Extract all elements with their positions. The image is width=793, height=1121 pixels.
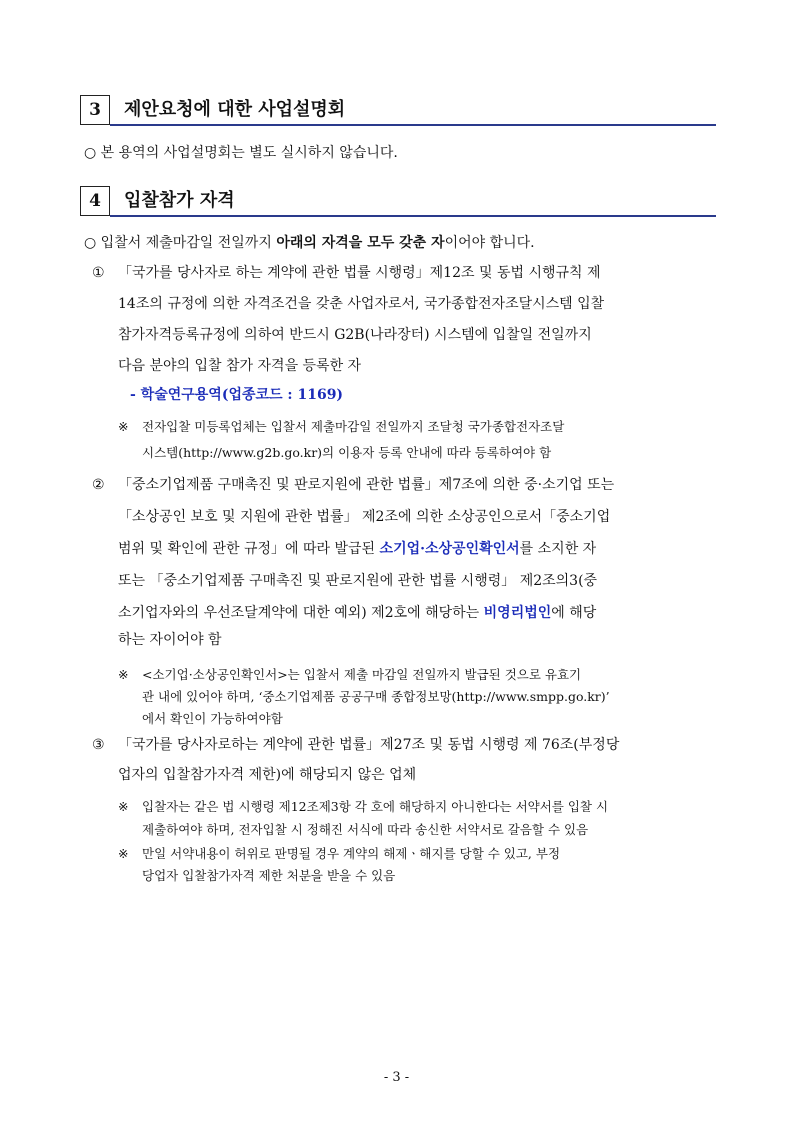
intro-emphasis: 아래의 자격을 모두 갖춘 자 [276, 235, 445, 251]
section-number-box: 3 [80, 95, 110, 125]
item2-note-line: <소기업·소상공인확인서>는 입찰서 제출 마감일 전일까지 발급된 것으로 유효기 [142, 667, 582, 682]
section-rule [110, 124, 716, 126]
item2-highlight: 비영리법인 [483, 605, 552, 621]
section-title: 입찰참가 자격 [124, 190, 235, 211]
item2-text: 를 소지한 자 [519, 541, 597, 557]
section4-intro [84, 233, 535, 253]
item2-highlight: 소기업·소상공인확인서 [379, 541, 520, 557]
note-marker: ※ [118, 419, 129, 434]
section-rule [110, 215, 716, 217]
note-marker: ※ [118, 799, 129, 814]
item3-note-line: 제출하여야 하며, 전자입찰 시 정해진 서식에 따라 송신한 서약서로 갈음할 수 있음 [142, 822, 589, 837]
item-marker: ② [92, 477, 105, 493]
item2-text: 범위 및 확인에 관한 규정」에 따라 발급된 [118, 541, 380, 557]
item2-text: 에 해당 [551, 605, 597, 621]
item2-line: 또는 「중소기업제품 구매촉진 및 판로지원에 관한 법률 시행령」 제2조의3(중 [118, 573, 598, 589]
item2-line: 하는 자이어야 함 [118, 632, 222, 648]
item2-line [118, 539, 596, 559]
note-marker: ※ [118, 667, 129, 682]
item1-note-line: 전자입찰 미등록업체는 입찰서 제출마감일 전일까지 조달청 국가종합전자조달 [142, 419, 565, 434]
intro-text: ○ 입찰서 제출마감일 전일까지 [84, 235, 277, 251]
item1-line: 14조의 규정에 의한 자격조건을 갖춘 사업자로서, 국가종합전자조달시스템 입찰 [118, 296, 605, 312]
item1-line: 「국가를 당사자로 하는 계약에 관한 법률 시행령」제12조 및 동법 시행규칙 제 [118, 265, 601, 281]
section-title: 제안요청에 대한 사업설명회 [124, 99, 346, 120]
item3-note-line: 만일 서약내용이 허위로 판명될 경우 계약의 해제ㆍ해지를 당할 수 있고, 부정 [142, 846, 561, 861]
item3-note-line: 당업자 입찰참가자격 제한 처분을 받을 수 있음 [142, 868, 396, 883]
item2-text: 소기업자와의 우선조달계약에 대한 예외) 제2호에 해당하는 [118, 605, 484, 621]
item3-note-line: 입찰자는 같은 법 시행령 제12조제3항 각 호에 해당하지 아니한다는 서약서를 입찰 시 [142, 799, 609, 814]
item2-line: 「중소기업제품 구매촉진 및 판로지원에 관한 법률」제7조에 의한 중·소기업 또는 [118, 477, 615, 493]
item2-line: 「소상공인 보호 및 지원에 관한 법률」 제2조에 의한 소상공인으로서「중소기업 [118, 509, 611, 525]
item1-line: 참가자격등록규정에 의하여 반드시 G2B(나라장터) 시스템에 입찰일 전일까지 [118, 327, 592, 343]
item-marker: ① [92, 265, 105, 281]
page-number: - 3 - [383, 1070, 410, 1085]
intro-text-end: 이어야 합니다. [444, 235, 535, 251]
item-marker: ③ [92, 737, 105, 753]
item1-note-line: 시스템(http://www.g2b.go.kr)의 이용자 등록 안내에 따라 등록하여야 함 [142, 445, 552, 460]
note-marker: ※ [118, 846, 129, 861]
item3-line: 「국가를 당사자로하는 계약에 관한 법률」제27조 및 동법 시행령 제 76조(부정당 [118, 737, 620, 753]
item1-business-code: - 학술연구용역(업종코드 : 1169) [130, 387, 344, 403]
item1-line: 다음 분야의 입찰 참가 자격을 등록한 자 [118, 358, 362, 374]
item3-line: 업자의 입찰참가자격 제한)에 해당되지 않은 업체 [118, 767, 417, 783]
item2-note-line: 관 내에 있어야 하며, ‘중소기업제품 공공구매 종합정보망(http://www.smpp.go.kr)’ [142, 689, 610, 704]
section-number-box: 4 [80, 186, 110, 216]
section3-bullet: ○ 본 용역의 사업설명회는 별도 실시하지 않습니다. [84, 145, 398, 161]
item2-line [118, 603, 596, 623]
item2-note-line: 에서 확인이 가능하여야함 [142, 711, 283, 726]
